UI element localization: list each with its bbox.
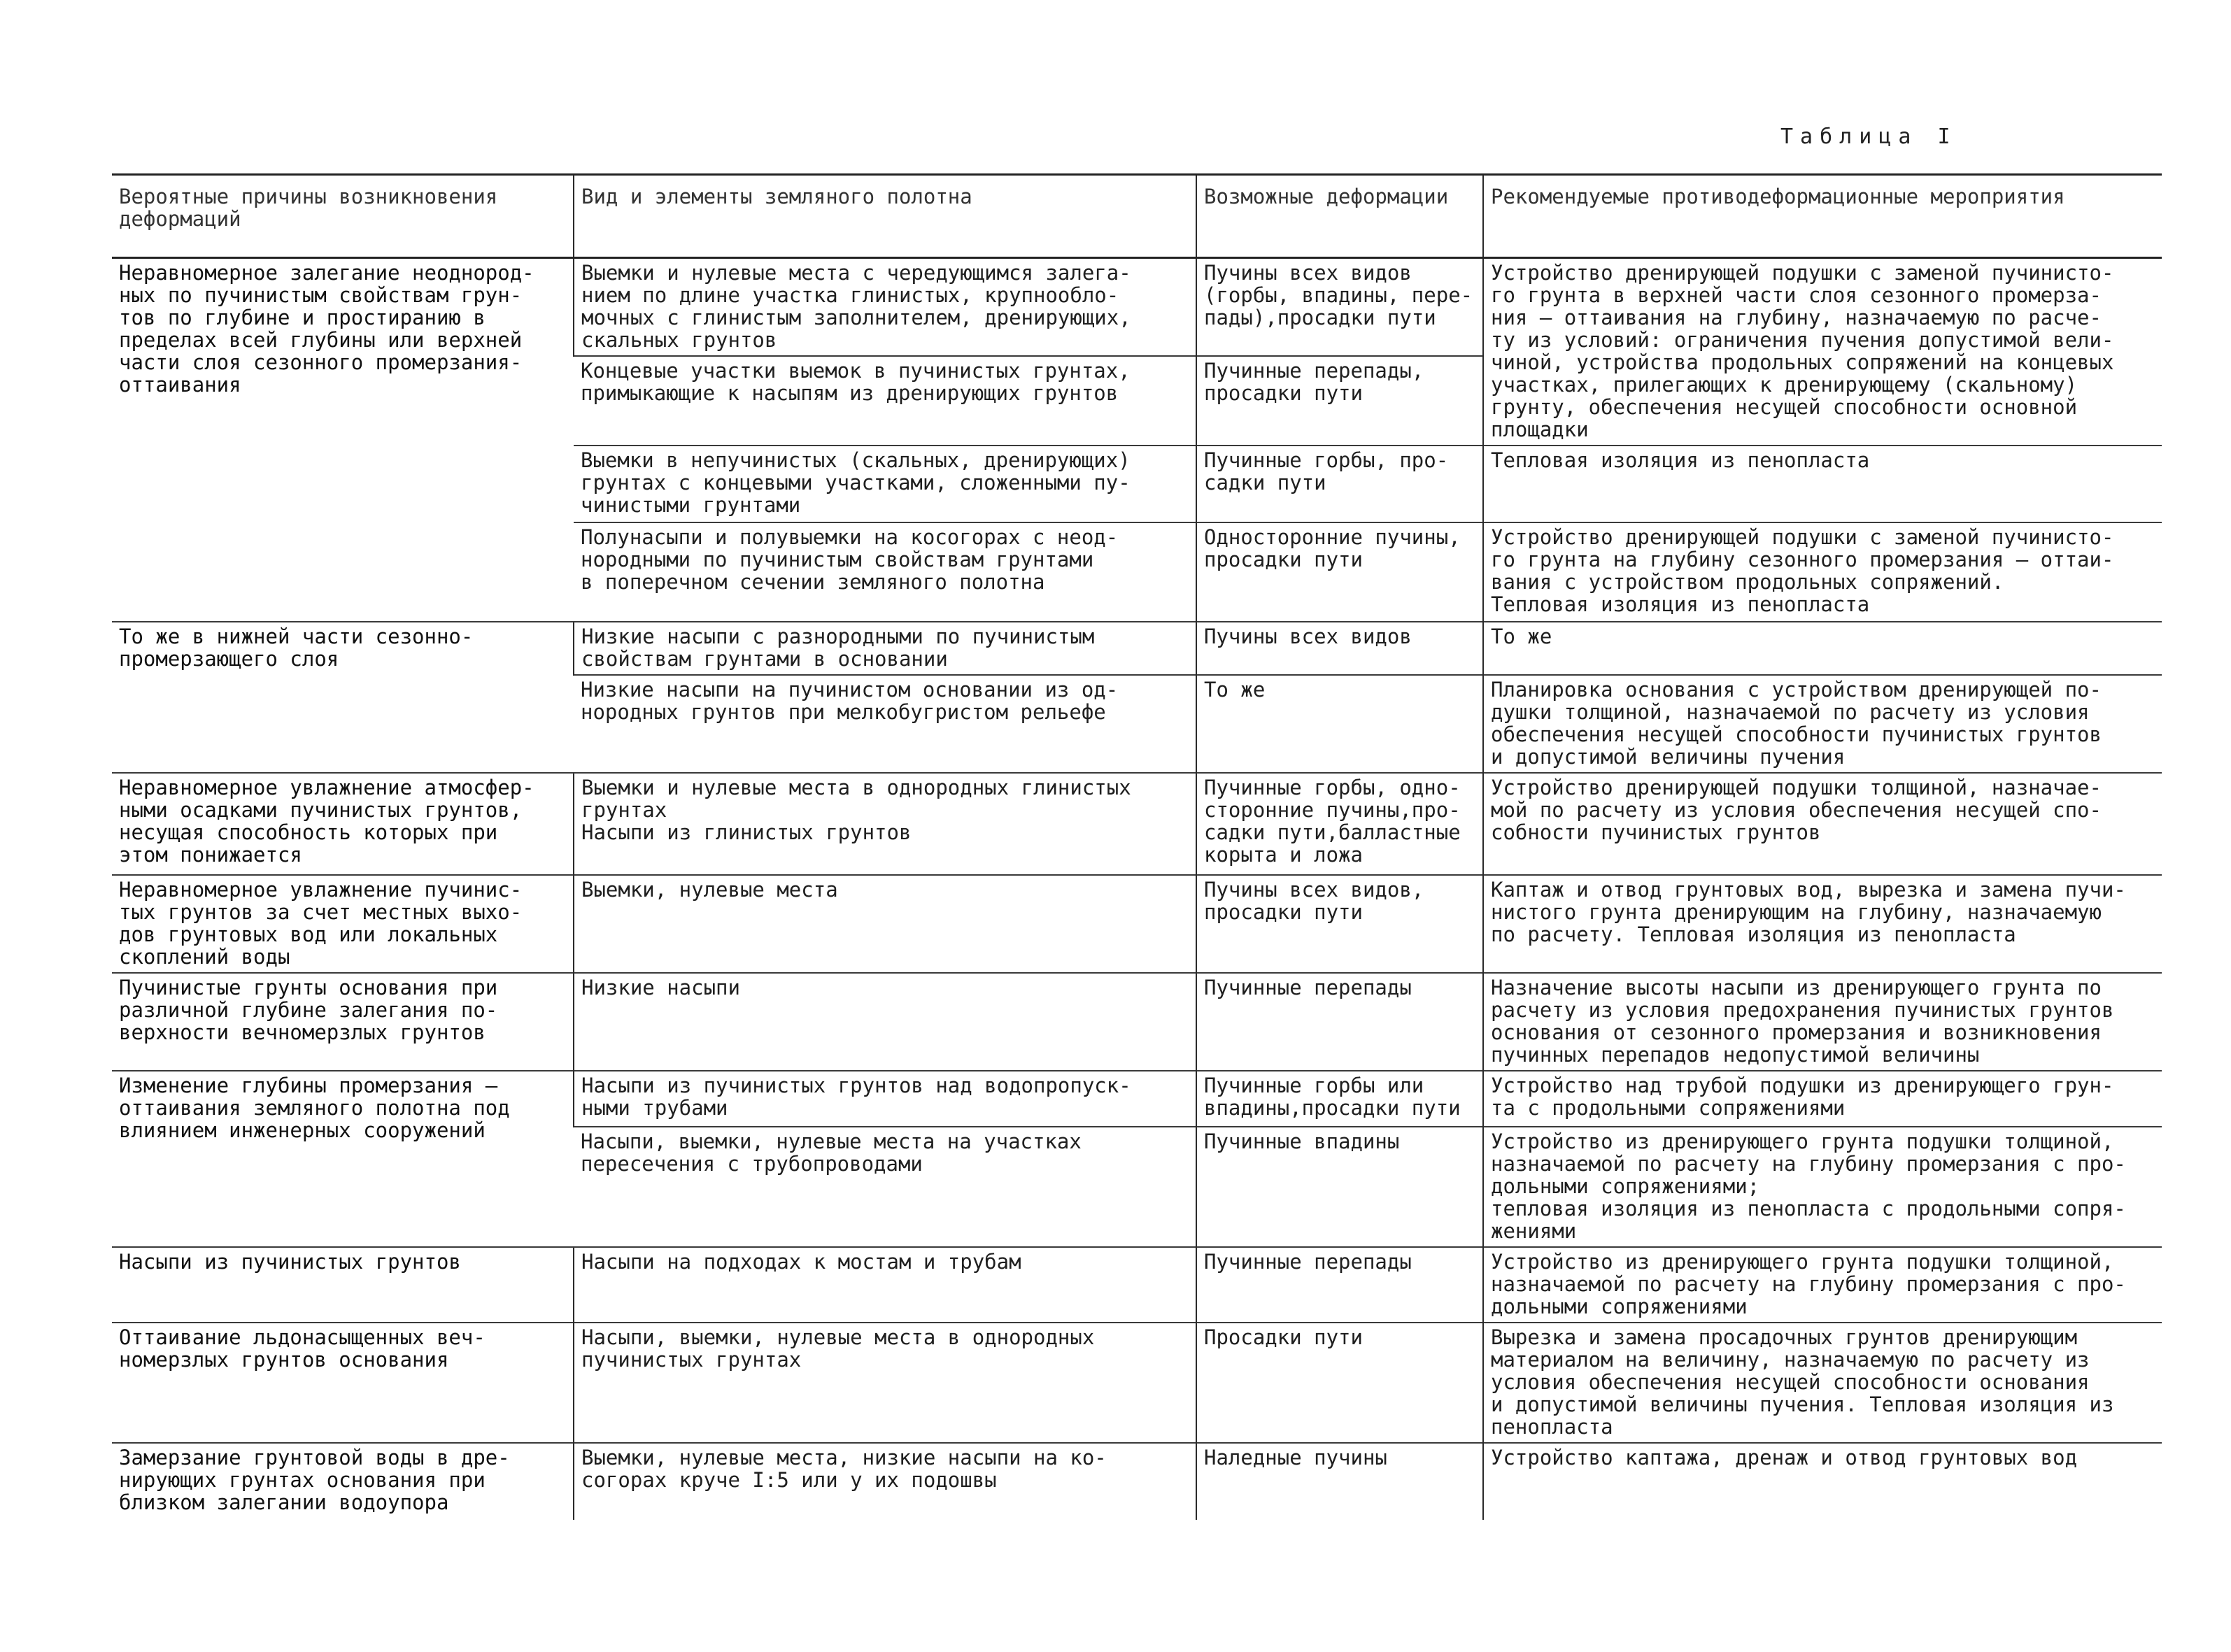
measures-cell: То же xyxy=(1483,622,2162,675)
cause-cell: Изменение глубины промерзания – оттаивания земляного полотна под влиянием инженерных сооружений xyxy=(112,1071,574,1247)
table-row xyxy=(112,773,2162,875)
cause-cell: Замерзание грунтовой воды в дре- нирующих грунтах основания при близком залегании водоупора xyxy=(112,1443,574,1520)
deformation-cell: Односторонние пучины, просадки пути xyxy=(1196,522,1483,622)
deformation-cell: Пучинные перепады xyxy=(1196,1247,1483,1323)
table-row xyxy=(112,1247,2162,1323)
measures-cell: Устройство над трубой подушки из дренирующего грун- та с продольными сопряжениями xyxy=(1483,1071,2162,1127)
deformation-cell: Пучинные горбы, про- садки пути xyxy=(1196,446,1483,522)
measures-cell: Назначение высоты насыпи из дренирующего грунта по расчету из условия предохранения пучинистых грунтов основания от сезонного промерзания и возникновения пучинных перепадов недопустимой величины xyxy=(1483,973,2162,1071)
element-cell: Выемки и нулевые места в однородных глинистых грунтах Насыпи из глинистых грунтов xyxy=(574,773,1196,875)
deformation-cell: Пучинные горбы, одно- сторонние пучины,про- садки пути,балластные корыта и ложа xyxy=(1196,773,1483,875)
deformation-cell: Пучинные горбы или впадины,просадки пути xyxy=(1196,1071,1483,1127)
cause-cell: Неравномерное увлажнение пучинис- тых грунтов за счет местных выхо- дов грунтовых вод или локальных скоплений воды xyxy=(112,875,574,973)
cause-cell: Неравномерное залегание неоднород- ных по пучинистым свойствам грун- тов по глубине и простиранию в пределах всей глубины или верхней части слоя сезонного промерзания- оттаивания xyxy=(112,258,574,622)
measures-cell: Устройство дренирующей подушки с заменой пучинисто- го грунта в верхней части слоя сезонного промерза- ния – оттаивания на глубину, назначаемую по расче- ту из условий: ограничения пучения допустимой вели- чиной, устройства продольных сопряжений на концевых участках, прилегающих к дренирующему (скальному) грунту, обеспечения несущей способности основной площадки xyxy=(1483,258,2162,446)
element-cell: Насыпи, выемки, нулевые места на участках пересечения с трубопроводами xyxy=(574,1127,1196,1247)
table-row xyxy=(112,258,2162,357)
table-row xyxy=(112,1323,2162,1443)
measures-cell: Устройство каптажа, дренаж и отвод грунтовых вод xyxy=(1483,1443,2162,1520)
header-row xyxy=(112,175,2162,258)
table-row xyxy=(112,973,2162,1071)
measures-cell: Планировка основания с устройством дренирующей по- душки толщиной, назначаемой по расчету из условия обеспечения несущей способности пучинистых грунтов и допустимой величины пучения xyxy=(1483,675,2162,773)
element-cell: Выемки, нулевые места xyxy=(574,875,1196,973)
measures-cell: Устройство из дренирующего грунта подушки толщиной, назначаемой по расчету на глубину промерзания с про- дольными сопряжениями xyxy=(1483,1247,2162,1323)
element-cell: Выемки в непучинистых (скальных, дренирующих) грунтах с концевыми участками, сложенными пу- чинистыми грунтами xyxy=(574,446,1196,522)
measures-cell: Устройство дренирующей подушки с заменой пучинисто- го грунта на глубину сезонного промерзания – оттаи- вания с устройством продольных сопряжений. Тепловая изоляция из пенопласта xyxy=(1483,522,2162,622)
deformation-cell: Пучинные впадины xyxy=(1196,1127,1483,1247)
cause-cell: Пучинистые грунты основания при различной глубине залегания по- верхности вечномерзлых грунтов xyxy=(112,973,574,1071)
element-cell: Низкие насыпи xyxy=(574,973,1196,1071)
deformation-cell: Наледные пучины xyxy=(1196,1443,1483,1520)
table-row xyxy=(112,875,2162,973)
element-cell: Концевые участки выемок в пучинистых грунтах, примыкающие к насыпям из дренирующих грунтов xyxy=(574,356,1196,446)
deformation-cell: То же xyxy=(1196,675,1483,773)
cause-cell: То же в нижней части сезонно- промерзающего слоя xyxy=(112,622,574,773)
deformation-cell: Пучины всех видов, просадки пути xyxy=(1196,875,1483,973)
element-cell: Насыпи из пучинистых грунтов над водопропуск- ными трубами xyxy=(574,1071,1196,1127)
cause-cell: Насыпи из пучинистых грунтов xyxy=(112,1247,574,1323)
table-header xyxy=(112,175,2162,258)
element-cell: Выемки и нулевые места с чередующимся залега- нием по длине участка глинистых, крупнообло- мочных с глинистым заполнителем, дренирующих, скальных грунтов xyxy=(574,258,1196,357)
cause-cell: Неравномерное увлажнение атмосфер- ными осадками пучинистых грунтов, несущая способность которых при этом понижается xyxy=(112,773,574,875)
measures-cell: Тепловая изоляция из пенопласта xyxy=(1483,446,2162,522)
element-cell: Насыпи, выемки, нулевые места в однородных пучинистых грунтах xyxy=(574,1323,1196,1443)
deformation-cell: Пучинные перепады, просадки пути xyxy=(1196,356,1483,446)
element-cell: Полунасыпи и полувыемки на косогорах с неод- нородными по пучинистым свойствам грунтами в поперечном сечении земляного полотна xyxy=(574,522,1196,622)
element-cell: Низкие насыпи на пучинистом основании из од- нородных грунтов при мелкобугристом рельефе xyxy=(574,675,1196,773)
header-measures: Рекомендуемые противодеформационные мероприятия xyxy=(1483,175,2162,258)
cause-cell: Оттаивание льдонасыщенных веч- номерзлых грунтов основания xyxy=(112,1323,574,1443)
measures-cell: Вырезка и замена просадочных грунтов дренирующим материалом на величину, назначаемую по расчету из условия обеспечения несущей способности основания и допустимой величины пучения. Тепловая изоляция из пенопласта xyxy=(1483,1323,2162,1443)
table-number-title: Таблица I xyxy=(1780,124,1957,149)
table-row xyxy=(112,1071,2162,1127)
table-row xyxy=(112,1443,2162,1520)
deformation-cell: Пучины всех видов (горбы, впадины, пере- пады),просадки пути xyxy=(1196,258,1483,357)
table-row xyxy=(112,622,2162,675)
table-body xyxy=(112,258,2162,1521)
deformation-measures-table xyxy=(112,173,2162,1520)
header-deformation: Возможные деформации xyxy=(1196,175,1483,258)
header-cause: Вероятные причины возникновения деформаций xyxy=(112,175,574,258)
element-cell: Низкие насыпи с разнородными по пучинистым свойствам грунтами в основании xyxy=(574,622,1196,675)
element-cell: Выемки, нулевые места, низкие насыпи на ко- согорах круче I:5 или у их подошвы xyxy=(574,1443,1196,1520)
deformation-cell: Пучины всех видов xyxy=(1196,622,1483,675)
measures-cell: Устройство дренирующей подушки толщиной, назначае- мой по расчету из условия обеспечения несущей спо- собности пучинистых грунтов xyxy=(1483,773,2162,875)
deformation-cell: Просадки пути xyxy=(1196,1323,1483,1443)
element-cell: Насыпи на подходах к мостам и трубам xyxy=(574,1247,1196,1323)
measures-cell: Устройство из дренирующего грунта подушки толщиной, назначаемой по расчету на глубину промерзания с про- дольными сопряжениями; тепловая изоляция из пенопласта с продольными сопря- жениями xyxy=(1483,1127,2162,1247)
measures-cell: Каптаж и отвод грунтовых вод, вырезка и замена пучи- нистого грунта дренирующим на глубину, назначаемую по расчету. Тепловая изоляция из пенопласта xyxy=(1483,875,2162,973)
header-element: Вид и элементы земляного полотна xyxy=(574,175,1196,258)
deformation-cell: Пучинные перепады xyxy=(1196,973,1483,1071)
